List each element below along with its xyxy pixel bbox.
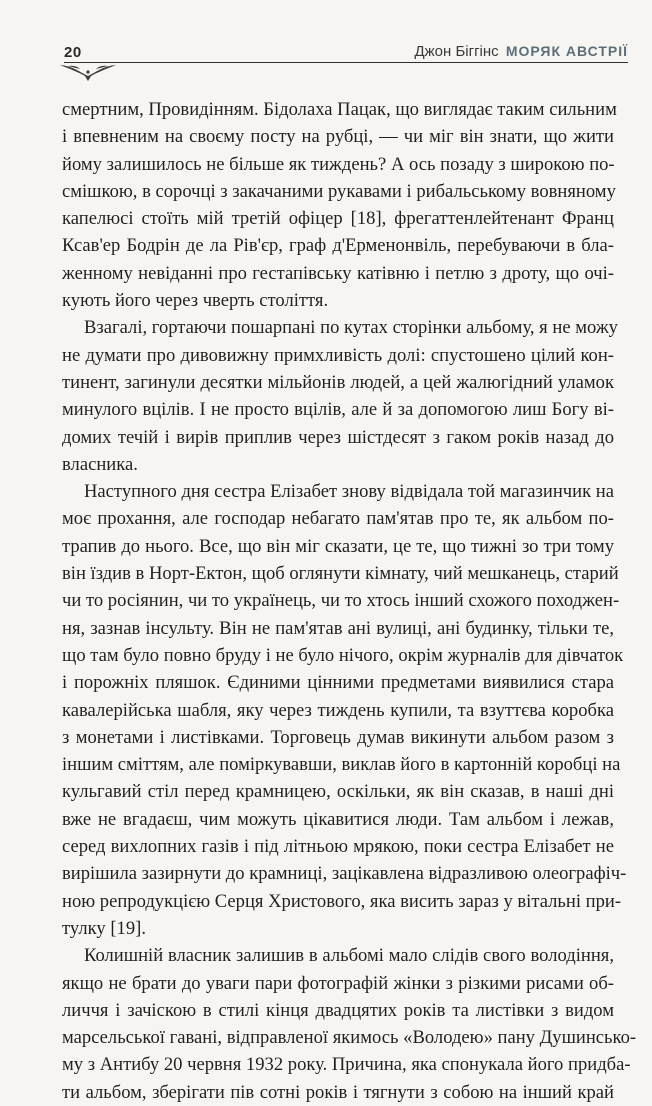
- text-line: власника.: [62, 453, 138, 475]
- paragraph: [62, 96, 617, 314]
- paragraph: [62, 314, 618, 478]
- text-line: Ксав'ер Бодрін де ла Рів'єр, граф д'Ерменонвіль, перебуваючи в бла-: [62, 235, 614, 257]
- text-line: смішкою, в сорочці з закачаними рукавами і рибальському вовняному: [62, 180, 616, 202]
- text-line: він їздив в Норт-Ектон, щоб оглянути кімнату, чий мешканець, старий: [62, 563, 619, 585]
- text-line: і порожніх пляшок. Єдиними цінними предметами виявилися стара: [62, 672, 614, 694]
- text-line: ня, зазнав інсульту. Він не пам'ятав ані вулиці, ані будинку, тільки те,: [62, 617, 614, 639]
- body-text: [62, 96, 637, 1106]
- text-line: не думати про дивовижну примхливість долі: спустошено цілий кон-: [62, 344, 614, 366]
- text-line: Взагалі, гортаючи пошарпані по кутах сторінки альбому, я не можу: [84, 317, 618, 339]
- paragraph: [62, 478, 627, 942]
- book-title: МОРЯК АВСТРІЇ: [505, 43, 628, 59]
- text-line: ною репродукцією Серця Христового, яка висить зараз у вітальні при-: [62, 890, 622, 912]
- text-line: Колишній власник залишив в альбомі мало слідів свого володіння,: [84, 945, 614, 967]
- text-line: і впевненим на своєму посту на рубці, — чи міг він знати, що жити: [62, 126, 614, 148]
- text-line: кують його через чверть століття.: [62, 290, 329, 312]
- text-line: вирішила зазирнути до крамниці, зацікавлена відразливою олеографіч-: [62, 863, 627, 885]
- text-line: капелюсі стоїть мій третій офіцер [18], фрегаттенлейтенант Франц: [62, 208, 614, 230]
- text-line: якщо не брати до уваги пари фотографій жінки з різкими рисами об-: [62, 972, 614, 994]
- text-line: минулого вцілів. І не просто вцілів, але й за допомогою лиш Богу ві-: [62, 399, 614, 421]
- text-line: серед вихлопних газів і під літньою мрякою, поки сестра Елізабет не: [62, 836, 614, 858]
- text-line: му з Антибу 20 червня 1932 року. Причина, яка спонукала його придба-: [62, 1054, 631, 1076]
- text-line: домих течій і вирів приплив через шістдесят з гаком років назад до: [62, 426, 614, 448]
- text-line: вже не вгадаєш, чим можуть цікавитися люди. Там альбом і лежав,: [62, 808, 614, 830]
- author-name: Джон Біггінс: [414, 43, 499, 60]
- header-rule: [64, 62, 628, 63]
- text-line: женному невіданні про гестапівську катівню і петлю з дроту, що очі-: [62, 262, 614, 284]
- text-line: що там було повно бруду і не було нічого, окрім журналів для дівчаток: [62, 644, 624, 666]
- text-line: кульгавий стіл перед крамницею, оскільки, як він сказав, в наші дні: [62, 781, 614, 803]
- text-line: личчя і зачіскою в стилі кінця двадцятих років та листівки з видом: [62, 999, 614, 1021]
- text-line: марсельської гавані, відправленої якимось «Володею» пану Душинсько-: [62, 1027, 637, 1049]
- paragraph: [62, 942, 637, 1106]
- text-line: ти альбом, зберігати пів сотні років і тягнути з собою на інший край: [62, 1081, 614, 1103]
- text-line: тинент, загинули десятки мільйонів людей, а цей жалюгідний уламок: [62, 371, 614, 393]
- text-line: смертним, Провидінням. Бідолаха Пацак, що виглядає таким сильним: [62, 99, 617, 120]
- text-line: тулку [19].: [62, 917, 146, 939]
- text-line: чи то росіянин, чи то українець, чи то хтось інший схожого походжен-: [62, 590, 620, 612]
- text-line: йому залишилось не більше як тиждень? А ось позаду з широкою по-: [62, 153, 615, 175]
- text-line: кавалерійська шабля, яку через тиждень купили, та взуттєва коробка: [62, 699, 614, 721]
- text-line: з монетами і листівками. Торговець думав викинути альбом разом з: [62, 726, 614, 748]
- text-line: моє прохання, але господар небагато пам'ятав про те, як альбом по-: [62, 508, 614, 530]
- page-number: 20: [64, 44, 82, 61]
- running-head: [414, 43, 628, 60]
- text-line: трапив до нього. Все, що він міг сказати, це те, що тижні зо три тому: [62, 535, 614, 557]
- scroll-ornament-icon: [58, 63, 118, 83]
- text-line: Наступного дня сестра Елізабет знову відвідала той магазинчик на: [84, 481, 614, 503]
- text-line: іншим сміттям, але поміркувавши, виклав його в картонній коробці на: [62, 754, 621, 776]
